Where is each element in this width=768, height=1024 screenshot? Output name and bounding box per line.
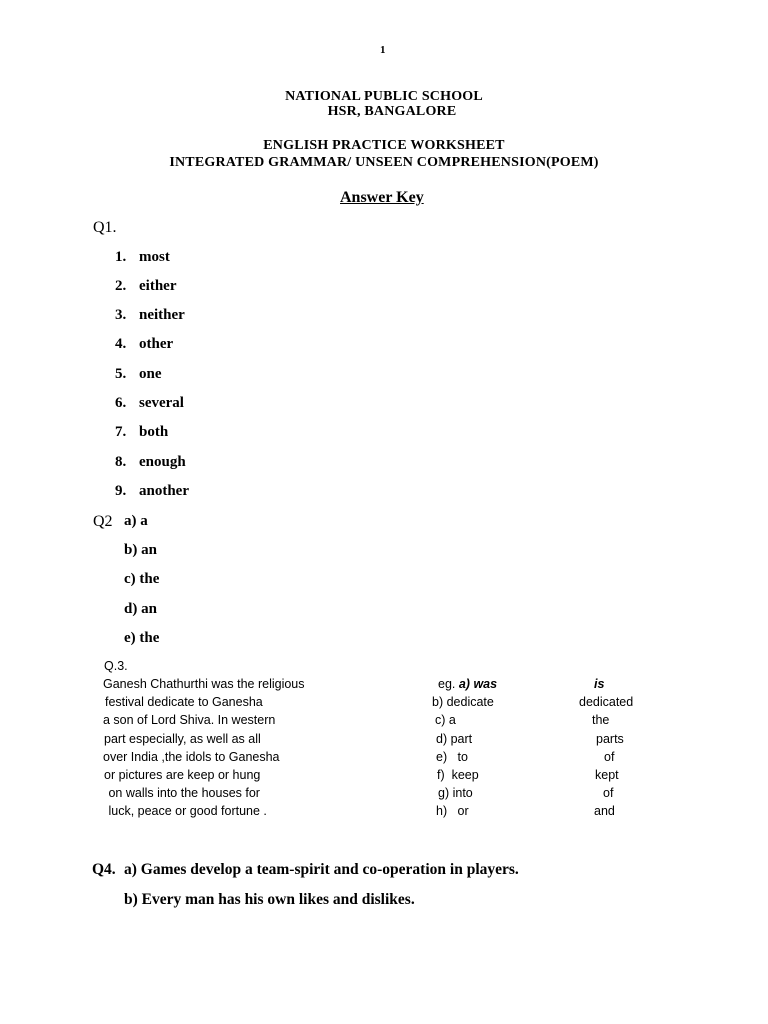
item-answer: another (139, 483, 189, 499)
q2-label: Q2 (93, 513, 113, 530)
item-answer: neither (139, 307, 185, 323)
passage-line: part especially, as well as all (104, 732, 261, 746)
passage-line: or pictures are keep or hung (104, 768, 261, 782)
list-item: b) an (124, 542, 157, 558)
passage-line: over India ,the idols to Ganesha (103, 750, 280, 764)
q4-label: Q4. (92, 861, 116, 878)
item-number: 2. (115, 278, 127, 294)
list-item (115, 366, 162, 383)
passage-line: a son of Lord Shiva. In western (103, 713, 276, 727)
q3-label: Q.3. (104, 659, 128, 673)
incorrect-word: g) into (438, 786, 473, 800)
item-answer: enough (139, 454, 186, 470)
list-item: e) the (124, 630, 160, 646)
item-number: 6. (115, 395, 127, 411)
correct-word: and (594, 804, 615, 818)
correct-word: kept (595, 768, 619, 782)
item-answer: most (139, 249, 170, 265)
incorrect-word: d) part (436, 732, 473, 746)
incorrect-word (438, 677, 497, 691)
item-number: 1. (115, 249, 127, 265)
correct-word: dedicated (579, 695, 634, 709)
incorrect-word: b) dedicate (432, 695, 494, 709)
list-item (115, 395, 184, 412)
incorrect-word: h) or (436, 804, 469, 818)
list-item: d) an (124, 601, 157, 617)
list-item (115, 483, 189, 500)
list-item: b) Every man has his own likes and dislikes. (124, 891, 415, 908)
worksheet-subtitle: INTEGRATED GRAMMAR/ UNSEEN COMPREHENSION(POEM) (169, 155, 599, 170)
item-number: 9. (115, 483, 127, 499)
item-answer: both (139, 424, 169, 440)
list-item (115, 424, 168, 441)
q1-label: Q1. (93, 219, 117, 236)
worksheet-title: ENGLISH PRACTICE WORKSHEET (263, 138, 505, 153)
school-location: HSR, BANGALORE (327, 104, 457, 119)
item-answer: one (139, 366, 162, 382)
correct-word: of (603, 786, 614, 800)
list-item (115, 249, 170, 266)
list-item (115, 336, 173, 353)
list-item (115, 454, 186, 471)
item-number: 7. (115, 424, 127, 440)
correct-word: is (594, 677, 605, 691)
correct-word: parts (596, 732, 624, 746)
item-number: 4. (115, 336, 127, 352)
list-item (115, 278, 176, 295)
item-number: 3. (115, 307, 127, 323)
example-prefix: eg. (438, 677, 459, 691)
passage-line: Ganesh Chathurthi was the religious (103, 677, 305, 691)
list-item: a) a (124, 513, 148, 529)
incorrect-word: e) to (436, 750, 468, 764)
list-item (115, 307, 185, 324)
item-answer: other (139, 336, 174, 352)
correct-word: of (604, 750, 615, 764)
incorrect-word: f) keep (437, 768, 479, 782)
item-number: 8. (115, 454, 127, 470)
school-name: NATIONAL PUBLIC SCHOOL (285, 89, 483, 104)
correct-word: the (592, 713, 610, 727)
item-answer: either (139, 278, 177, 294)
item-answer: several (139, 395, 184, 411)
page-number: 1 (380, 44, 386, 56)
incorrect-word: c) a (435, 713, 456, 727)
list-item: a) Games develop a team-spirit and co-operation in players. (124, 861, 519, 878)
example-answer: a) was (458, 677, 498, 691)
list-item: c) the (124, 571, 160, 587)
answer-key-title: Answer Key (340, 189, 424, 206)
item-number: 5. (115, 366, 127, 382)
passage-line: festival dedicate to Ganesha (105, 695, 263, 709)
passage-line: on walls into the houses for (105, 786, 260, 800)
passage-line: luck, peace or good fortune . (105, 804, 267, 818)
